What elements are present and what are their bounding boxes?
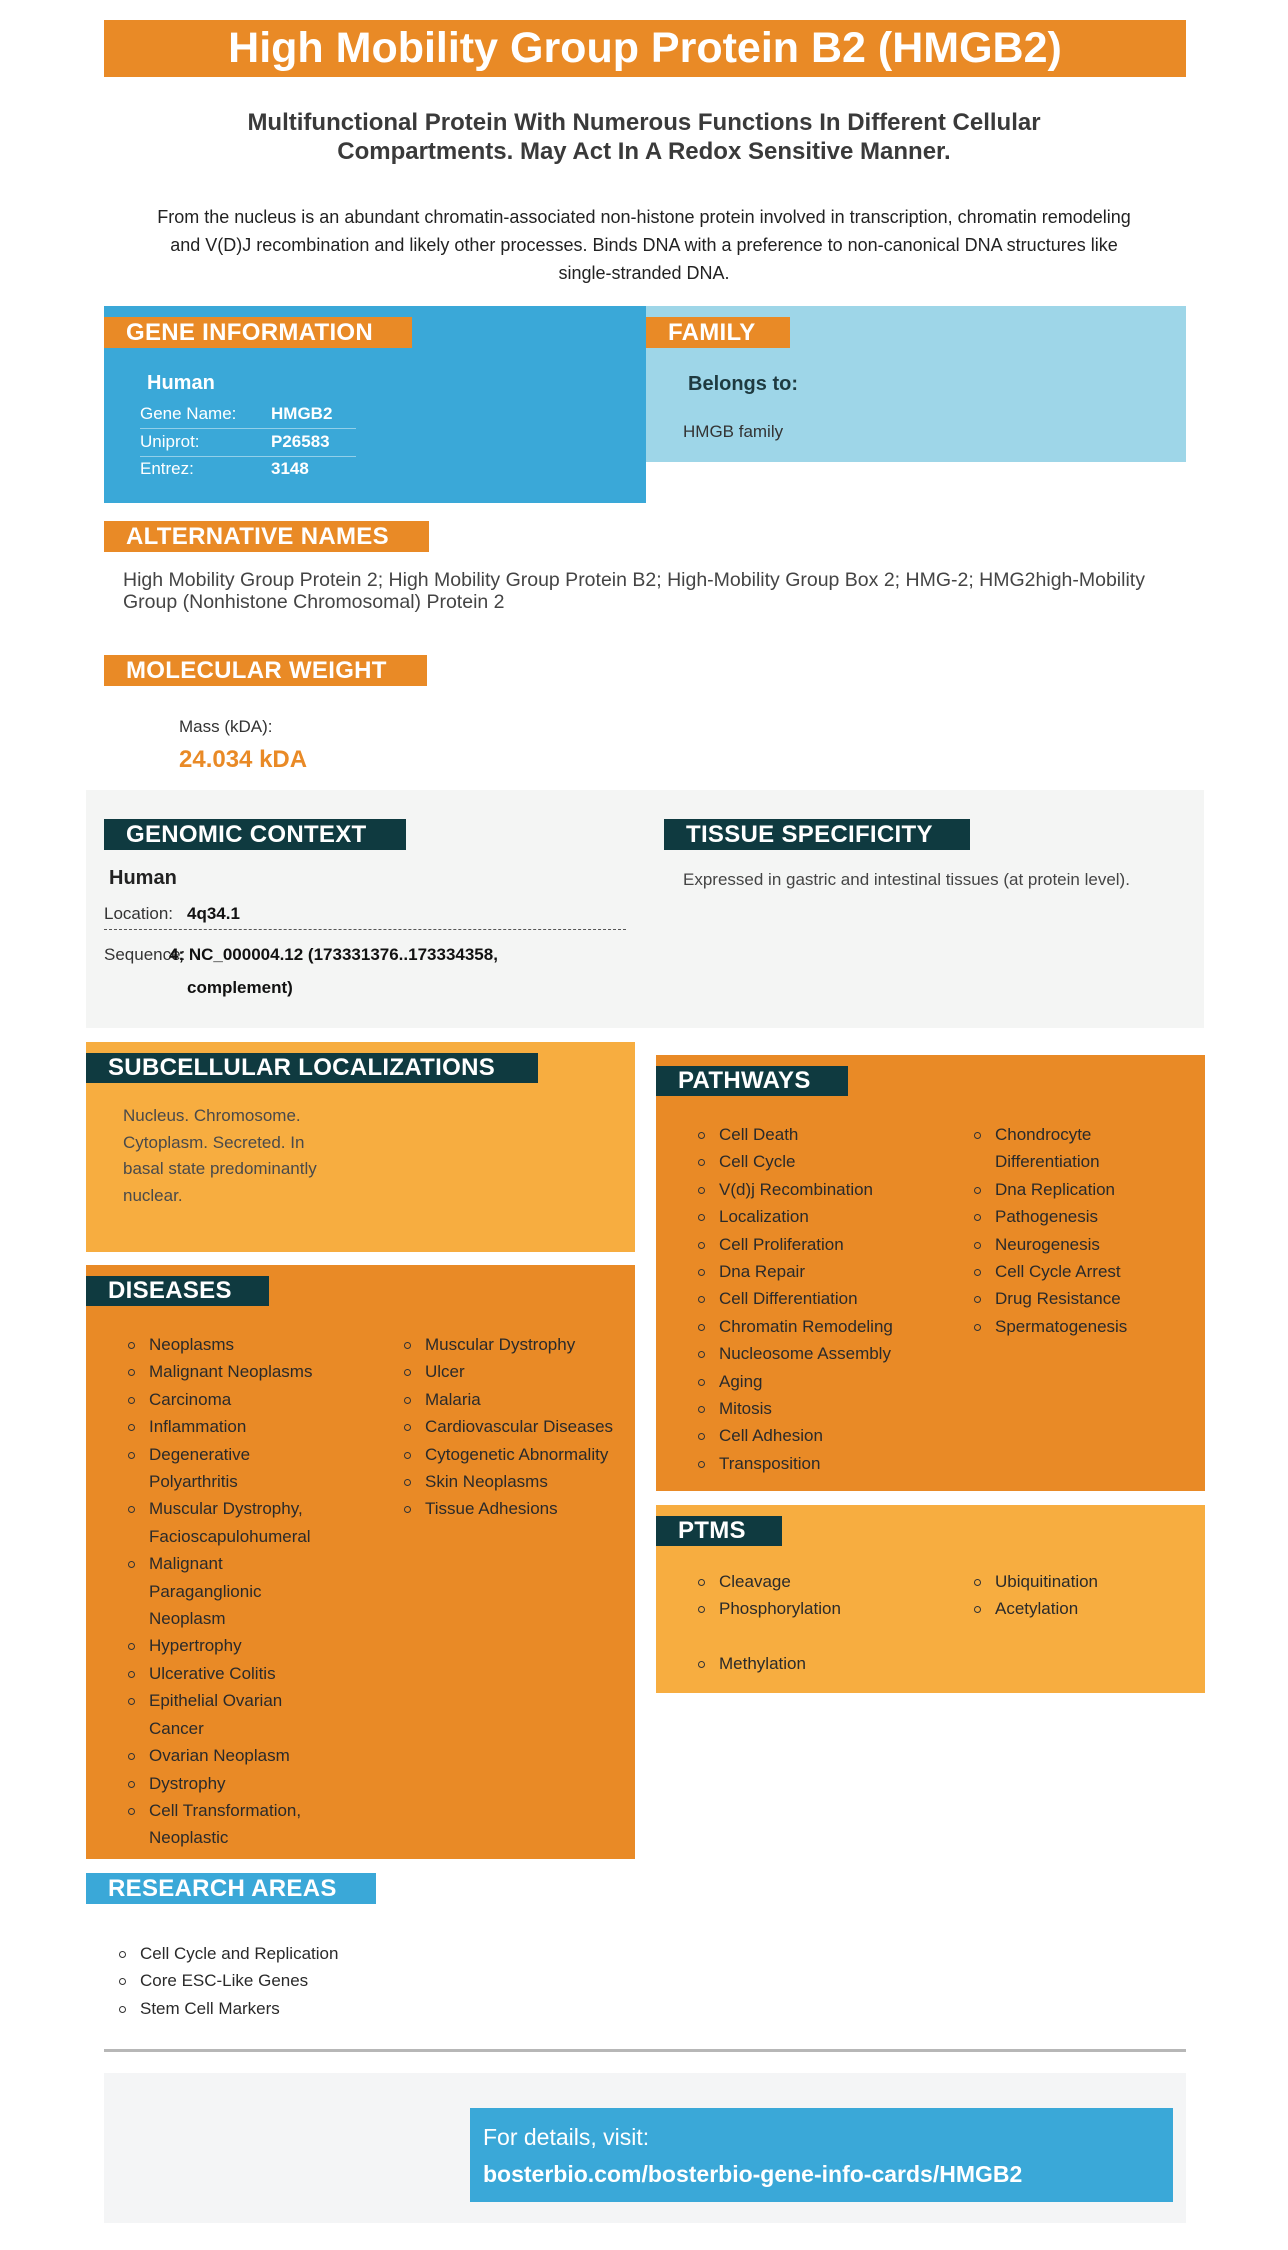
list-item-line: Degenerative <box>149 1444 251 1464</box>
list-item <box>128 1495 368 1550</box>
ptms-list-left-extra <box>698 1650 948 1677</box>
list-item-line: Neoplastic <box>149 1828 229 1848</box>
list-item-line: Differentiation <box>995 1152 1100 1172</box>
list-item-line: Aging <box>719 1371 763 1391</box>
genomic-tissue-panel <box>86 790 1204 1028</box>
location-label: Location: <box>104 904 173 923</box>
diseases-list-left <box>128 1331 368 1852</box>
pathways-heading: PATHWAYS <box>656 1066 848 1096</box>
list-item <box>128 1687 368 1742</box>
list-item-line: Carcinoma <box>149 1389 232 1409</box>
list-item <box>698 1650 948 1677</box>
details-link[interactable]: bosterbio.com/bosterbio-gene-info-cards/HMGB2 <box>483 2161 1023 2187</box>
list-item-line: Malignant Neoplasms <box>149 1362 313 1382</box>
list-item-line: Transposition <box>719 1453 821 1473</box>
genomic-context-heading: GENOMIC CONTEXT <box>104 819 406 850</box>
uniprot-label: Uniprot: <box>140 432 200 451</box>
list-item-line: Malaria <box>425 1389 481 1409</box>
list-item-line: Cell Death <box>719 1125 799 1144</box>
list-item <box>128 1441 368 1496</box>
alternative-names-text: High Mobility Group Protein 2; High Mobility Group Protein B2; High-Mobility Group Box 2; HMG-2; HMG2high-Mobility Group (Nonhistone Chromosomal) Protein 2 <box>123 569 1145 613</box>
list-item <box>119 1995 519 2022</box>
ptms-panel <box>656 1505 1205 1693</box>
list-item-line: Dystrophy <box>149 1773 226 1793</box>
list-item <box>974 1121 1204 1176</box>
family-panel <box>646 306 1186 462</box>
list-item <box>128 1632 368 1659</box>
pathways-panel <box>656 1055 1205 1491</box>
list-item <box>404 1358 634 1385</box>
list-item <box>128 1358 368 1385</box>
list-item <box>128 1797 368 1852</box>
list-item <box>698 1368 948 1395</box>
belongs-to-label: Belongs to: <box>688 373 798 395</box>
list-item <box>698 1121 948 1148</box>
subcellular-line: nuclear. <box>123 1185 183 1205</box>
list-item-line: Acetylation <box>995 1599 1079 1619</box>
list-item-line: Phosphorylation <box>719 1599 841 1619</box>
list-item-line: Facioscapulohumeral <box>149 1526 311 1546</box>
list-item <box>404 1441 634 1468</box>
list-item-line: Malignant <box>149 1554 223 1574</box>
diseases-heading: DISEASES <box>86 1276 269 1306</box>
alternative-names-heading: ALTERNATIVE NAMES <box>104 521 429 552</box>
list-item <box>698 1568 948 1595</box>
list-item <box>698 1148 948 1175</box>
list-item <box>974 1568 1204 1595</box>
list-item-line: Inflammation <box>149 1417 247 1437</box>
list-item <box>698 1313 948 1340</box>
list-item <box>974 1203 1204 1230</box>
pathways-list-right <box>974 1121 1204 1340</box>
list-item-line: Cell Transformation, <box>149 1800 302 1820</box>
subcellular-panel <box>86 1042 635 1252</box>
list-item <box>128 1550 368 1632</box>
list-item-line: Cleavage <box>719 1572 791 1591</box>
list-item <box>974 1313 1204 1340</box>
gene-name-value: HMGB2 <box>271 404 333 423</box>
list-item <box>698 1595 948 1622</box>
list-item <box>404 1413 634 1440</box>
page-title: High Mobility Group Protein B2 (HMGB2) <box>104 20 1186 77</box>
list-item-line: Cell Cycle <box>719 1152 796 1172</box>
list-item-line: Ovarian Neoplasm <box>149 1746 290 1766</box>
list-item-line: Spermatogenesis <box>995 1316 1128 1336</box>
list-item-line: Drug Resistance <box>995 1289 1121 1309</box>
list-item <box>404 1468 634 1495</box>
footer-divider <box>104 2049 1186 2052</box>
location-row <box>104 900 626 930</box>
list-item-line: Ulcerative Colitis <box>149 1663 276 1683</box>
family-value: HMGB family <box>683 422 784 441</box>
gene-name-label: Gene Name: <box>140 404 237 423</box>
sequence-line-2: complement) <box>187 978 293 997</box>
list-item-line: Chromatin Remodeling <box>719 1316 893 1336</box>
list-item-line: Cell Cycle and Replication <box>140 1944 339 1963</box>
list-item-line: Cytogenetic Abnormality <box>425 1444 609 1464</box>
details-label: For details, visit: <box>483 2124 650 2150</box>
diseases-panel <box>86 1265 635 1859</box>
list-item-line: Neurogenesis <box>995 1234 1100 1254</box>
gene-name-row <box>140 400 356 429</box>
ptms-list-right <box>974 1568 1204 1623</box>
genomic-species: Human <box>109 867 177 889</box>
list-item <box>128 1742 368 1769</box>
ptms-list-left <box>698 1568 948 1623</box>
entrez-value: 3148 <box>271 459 309 478</box>
family-heading: FAMILY <box>646 317 790 348</box>
diseases-list-right <box>404 1331 634 1523</box>
mass-label: Mass (kDA): <box>179 717 273 736</box>
list-item <box>128 1770 368 1797</box>
gene-information-panel <box>104 306 646 503</box>
list-item <box>698 1422 948 1449</box>
list-item-line: Muscular Dystrophy <box>425 1335 576 1354</box>
list-item-line: Cell Cycle Arrest <box>995 1262 1121 1282</box>
list-item <box>119 1940 519 1967</box>
research-areas-list <box>119 1940 519 2022</box>
list-item-line: Tissue Adhesions <box>425 1499 558 1519</box>
list-item-line: Paraganglionic <box>149 1581 262 1601</box>
uniprot-value: P26583 <box>271 432 330 451</box>
tissue-specificity-heading: TISSUE SPECIFICITY <box>664 819 970 850</box>
list-item <box>698 1395 948 1422</box>
list-item-line: Cell Proliferation <box>719 1234 844 1254</box>
list-item-line: Stem Cell Markers <box>140 1998 280 2018</box>
entrez-label: Entrez: <box>140 459 194 478</box>
list-item <box>128 1386 368 1413</box>
sequence-value <box>169 938 498 1004</box>
entrez-row <box>140 455 356 483</box>
list-item <box>974 1176 1204 1203</box>
list-item <box>974 1231 1204 1258</box>
list-item <box>974 1595 1204 1622</box>
list-item-line: Mitosis <box>719 1399 772 1419</box>
list-item <box>128 1413 368 1440</box>
list-item-line: Dna Replication <box>995 1179 1116 1199</box>
research-areas-heading: RESEARCH AREAS <box>86 1873 376 1904</box>
list-item-line: Pathogenesis <box>995 1207 1099 1227</box>
list-item-line: Cell Adhesion <box>719 1426 823 1446</box>
list-item <box>698 1231 948 1258</box>
subcellular-line: basal state predominantly <box>123 1159 317 1178</box>
list-item-line: Localization <box>719 1207 809 1227</box>
gene-information-heading: GENE INFORMATION <box>104 317 412 348</box>
list-item <box>119 1967 519 1994</box>
list-item <box>974 1258 1204 1285</box>
list-item-line: Cell Differentiation <box>719 1289 858 1309</box>
list-item-line: Neoplasms <box>149 1335 235 1354</box>
tissue-specificity-text: Expressed in gastric and intestinal tissues (at protein level). <box>683 870 1130 889</box>
list-item <box>128 1660 368 1687</box>
list-item-line: Polyarthritis <box>149 1472 238 1492</box>
sequence-line-1: 4; NC_000004.12 (173331376..173334358, <box>169 945 498 964</box>
list-item-line: Methylation <box>719 1654 806 1673</box>
gene-species: Human <box>147 372 215 394</box>
subcellular-line: Nucleus. Chromosome. <box>123 1106 301 1125</box>
list-item-line: Muscular Dystrophy, <box>149 1499 303 1519</box>
ptms-heading: PTMS <box>656 1516 782 1546</box>
list-item-line: Nucleosome Assembly <box>719 1344 891 1364</box>
pathways-list-left <box>698 1121 948 1477</box>
list-item-line: Cardiovascular Diseases <box>425 1417 614 1437</box>
uniprot-row <box>140 428 356 457</box>
list-item-line: Ubiquitination <box>995 1572 1099 1591</box>
molecular-weight-heading: MOLECULAR WEIGHT <box>104 655 427 686</box>
list-item <box>404 1331 634 1358</box>
sequence-label: Sequence: <box>104 945 186 964</box>
list-item-line: Core ESC-Like Genes <box>140 1971 309 1991</box>
list-item <box>698 1176 948 1203</box>
subcellular-text <box>123 1103 317 1209</box>
list-item-line: Neoplasm <box>149 1609 226 1629</box>
list-item <box>404 1495 634 1522</box>
list-item <box>128 1331 368 1358</box>
list-item <box>974 1285 1204 1312</box>
list-item <box>698 1285 948 1312</box>
list-item-line: Cancer <box>149 1718 204 1738</box>
list-item-line: Ulcer <box>425 1362 465 1382</box>
subcellular-line: Cytoplasm. Secreted. In <box>123 1132 305 1152</box>
list-item <box>404 1386 634 1413</box>
list-item-line: V(d)j Recombination <box>719 1179 874 1199</box>
list-item-line: Epithelial Ovarian <box>149 1691 283 1711</box>
location-value: 4q34.1 <box>187 904 240 923</box>
list-item <box>698 1450 948 1477</box>
list-item <box>698 1203 948 1230</box>
list-item-line: Skin Neoplasms <box>425 1472 548 1492</box>
details-link-box[interactable] <box>470 2108 1173 2202</box>
mass-value: 24.034 kDA <box>179 746 308 773</box>
protein-description: From the nucleus is an abundant chromatin-associated non-histone protein involved in transcription, chromatin remodeling and V(D)J recombination and likely other processes. Binds DNA with a preference to non-canonical DNA structures like single-stranded DNA. <box>157 207 1131 283</box>
list-item-line: Dna Repair <box>719 1262 805 1282</box>
list-item <box>698 1340 948 1367</box>
page-subtitle: Multifunctional Protein With Numerous Functions In Different Cellular Compartments. May Act In A Redox Sensitive Manner. <box>247 109 1041 165</box>
list-item-line: Chondrocyte <box>995 1125 1092 1144</box>
list-item-line: Hypertrophy <box>149 1636 242 1656</box>
list-item <box>698 1258 948 1285</box>
subcellular-heading: SUBCELLULAR LOCALIZATIONS <box>86 1053 538 1083</box>
